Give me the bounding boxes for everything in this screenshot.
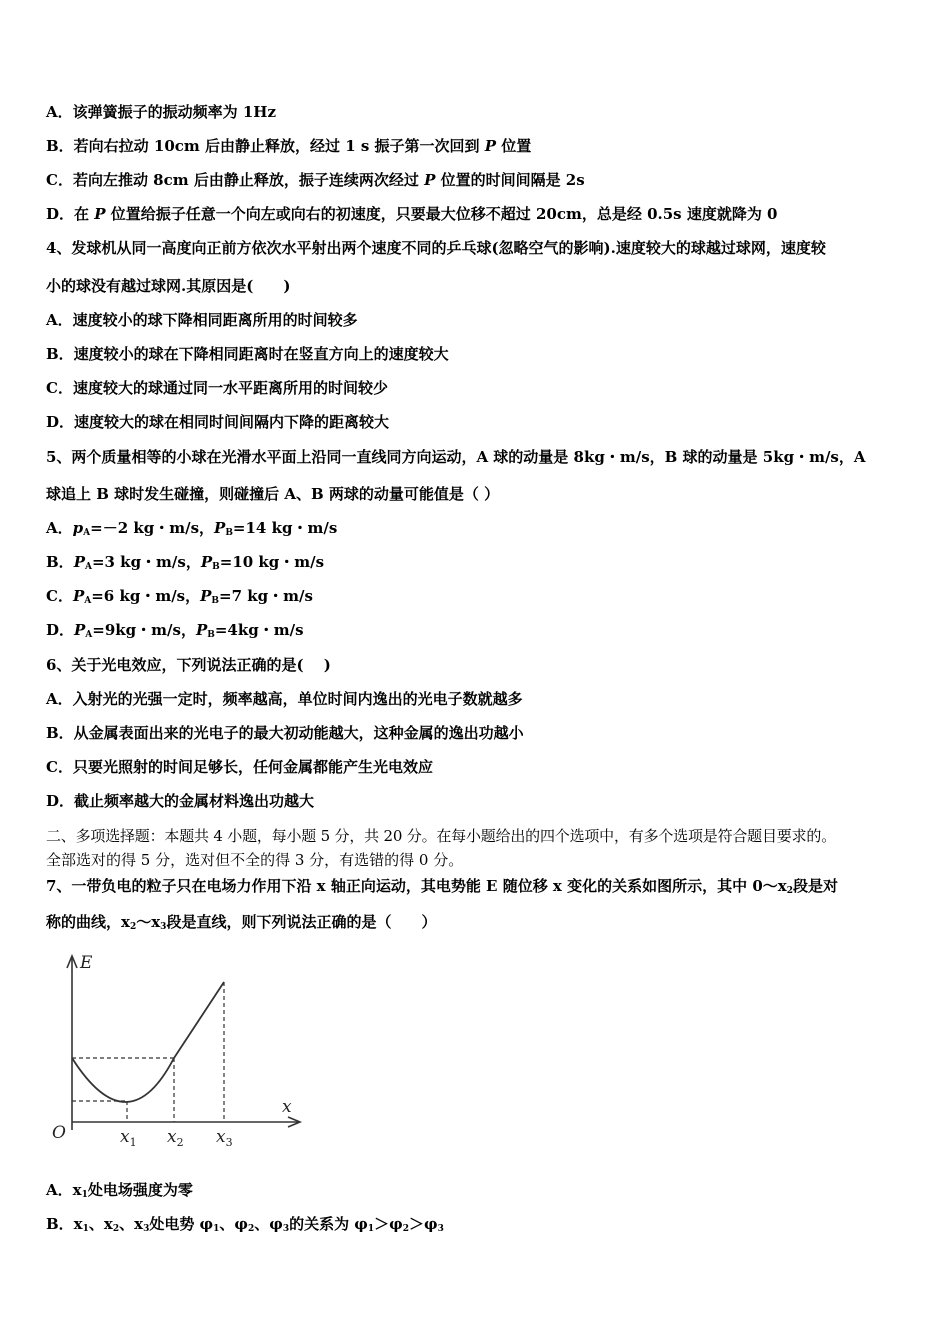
- q5-option-c: C．$P_A=6$ kg・m/s，$P_B=7$ kg・m/s: [46, 587, 313, 606]
- q4-option-b: B．速度较小的球在下降相同距离时在竖直方向上的速度较大: [46, 345, 449, 363]
- q5-option-a: A．$p_A=-2$ kg・m/s，$P_B=14$ kg・m/s: [46, 519, 338, 538]
- y-axis-label: E: [80, 953, 93, 973]
- q4-option-c: C．速度较大的球通过同一水平距离所用的时间较少: [46, 379, 388, 397]
- q6-option-d: D．截止频率越大的金属材料逸出功越大: [46, 792, 315, 810]
- q7-option-a: A．$x_1$处电场强度为零: [46, 1181, 193, 1200]
- q5-option-d: D．$P_A=9kg$・m/s，$P_B=4kg$・m/s: [46, 621, 304, 640]
- tick-label-x2: $x_2$: [167, 1127, 184, 1149]
- energy-curve: [72, 1058, 174, 1102]
- q6-option-c: C．只要光照射的时间足够长，任何金属都能产生光电效应: [46, 758, 433, 776]
- q5-stem-line2: 球追上 B 球时发生碰撞，则碰撞后 A、B 两球的动量可能值是（ ）: [46, 485, 500, 503]
- q4-option-a: A．速度较小的球下降相同距离所用的时间较多: [46, 311, 358, 329]
- q7-stem-line1: 7、一带负电的粒子只在电场力作用下沿 x 轴正向运动，其电势能 E 随位移 x 变化的关系如图所示，其中 $0\sim x_2$段是对: [46, 877, 838, 896]
- q6-stem: 6、关于光电效应，下列说法正确的是( ): [46, 656, 331, 674]
- section2-instructions-line2: 全部选对的得 5 分，选对但不全的得 3 分，有选错的得 0 分。: [46, 851, 464, 869]
- q4-option-d: D．速度较大的球在相同时间间隔内下降的距离较大: [46, 413, 390, 431]
- energy-line-segment: [174, 982, 224, 1058]
- q3-option-a: A．该弹簧振子的振动频率为 1Hz: [46, 103, 276, 121]
- q3-option-d: D．在 P 位置给振子任意一个向左或向右的初速度，只要最大位移不超过 20cm，总是经 0.5s 速度就降为 0: [46, 205, 778, 223]
- x-axis-label: x: [282, 1097, 292, 1117]
- q3-option-b: B．若向右拉动 10cm 后由静止释放，经过 1 s 振子第一次回到 P 位置: [46, 137, 532, 155]
- tick-label-x1: $x_1$: [120, 1127, 137, 1149]
- origin-label: O: [52, 1123, 66, 1143]
- q7-option-b: B．$x_1$、$x_2$、$x_3$处电势 $\varphi_1$、$\varphi_2$、$\varphi_3$的关系为 $\varphi_1>\varphi_2>\varphi_3$: [46, 1215, 444, 1234]
- q5-option-b: B．$P_A=3$ kg・m/s，$P_B=10$ kg・m/s: [46, 553, 325, 572]
- q3-option-c: C．若向左推动 8cm 后由静止释放，振子连续两次经过 P 位置的时间间隔是 2s: [46, 171, 585, 189]
- q5-stem-line1: 5、两个质量相等的小球在光滑水平面上沿同一直线同方向运动，A 球的动量是 8kg・m/s，B 球的动量是 5kg・m/s，A: [46, 448, 866, 466]
- q6-option-a: A．入射光的光强一定时，频率越高，单位时间内逸出的光电子数就越多: [46, 690, 523, 708]
- energy-displacement-graph: [48, 950, 318, 1150]
- section2-instructions-line1: 二、多项选择题：本题共 4 小题，每小题 5 分，共 20 分。在每小题给出的四个选项中，有多个选项是符合题目要求的。: [46, 827, 836, 845]
- q7-stem-line2: 称的曲线，$x_2\sim x_3$段是直线，则下列说法正确的是（ ）: [46, 913, 437, 932]
- tick-label-x3: $x_3$: [216, 1127, 233, 1149]
- q4-stem-line2: 小的球没有越过球网.其原因是( ): [46, 277, 291, 295]
- q4-stem-line1: 4、发球机从同一高度向正前方依次水平射出两个速度不同的乒乓球(忽略空气的影响).速度较大的球越过球网，速度较: [46, 239, 826, 257]
- q6-option-b: B．从金属表面出来的光电子的最大初动能越大，这种金属的逸出功越小: [46, 724, 524, 742]
